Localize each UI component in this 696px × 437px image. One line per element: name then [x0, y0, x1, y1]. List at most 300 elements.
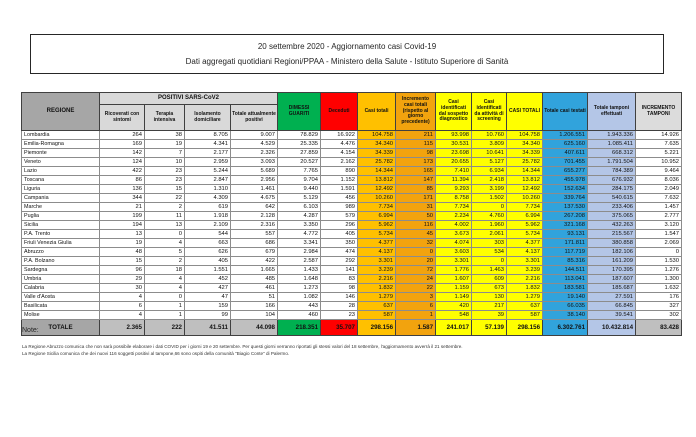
value-cell: 176	[636, 293, 682, 302]
value-cell: 161.209	[588, 257, 636, 266]
value-cell: 185.687	[588, 284, 636, 293]
region-name-cell: Molise	[22, 311, 100, 320]
value-cell: 673	[472, 284, 507, 293]
value-cell: 169	[100, 140, 145, 149]
value-cell: 7.734	[436, 203, 472, 212]
value-cell: 47	[185, 293, 231, 302]
region-name-cell: Piemonte	[22, 149, 100, 158]
value-cell: 1.502	[472, 194, 507, 203]
value-cell: 93.131	[543, 230, 588, 239]
value-cell: 10.760	[472, 131, 507, 140]
region-name-cell: Sicilia	[22, 221, 100, 230]
table-row	[22, 194, 682, 203]
value-cell: 18	[145, 266, 185, 275]
value-cell: 4.309	[185, 194, 231, 203]
header-screening: Casi identificati da attività di screening	[472, 93, 507, 131]
value-cell: 5.962	[507, 221, 543, 230]
value-cell: 1.665	[231, 266, 278, 275]
value-cell: 34.339	[358, 149, 396, 158]
value-cell: 2.049	[636, 185, 682, 194]
value-cell: 350	[321, 239, 358, 248]
value-cell: 13.812	[358, 176, 396, 185]
header-terapia-intensiva: Terapia intensiva	[145, 105, 185, 131]
region-name-cell: Emilia-Romagna	[22, 140, 100, 149]
value-cell: 0	[472, 203, 507, 212]
value-cell: 264	[100, 131, 145, 140]
value-cell: 4.137	[507, 248, 543, 257]
total-value-cell: 222	[145, 320, 185, 336]
header-casi-totali: Casi totali	[358, 93, 396, 131]
value-cell: 989	[321, 203, 358, 212]
value-cell: 422	[231, 257, 278, 266]
value-cell: 2.984	[278, 248, 321, 257]
table-row	[22, 158, 682, 167]
value-cell: 1.206.551	[543, 131, 588, 140]
value-cell: 5	[145, 248, 185, 257]
value-cell: 51	[231, 293, 278, 302]
value-cell: 215.567	[588, 230, 636, 239]
value-cell: 2.234	[436, 212, 472, 221]
value-cell: 1.960	[472, 221, 507, 230]
value-cell: 0	[145, 293, 185, 302]
value-cell: 173	[396, 158, 436, 167]
table-row	[22, 311, 682, 320]
header-regione: REGIONE	[22, 93, 100, 131]
table-row	[22, 257, 682, 266]
value-cell: 2.216	[358, 275, 396, 284]
value-cell: 4.760	[472, 212, 507, 221]
value-cell: 187.607	[588, 275, 636, 284]
value-cell: 1.607	[436, 275, 472, 284]
table-row	[22, 167, 682, 176]
value-cell: 5.127	[472, 158, 507, 167]
value-cell: 668.312	[588, 149, 636, 158]
value-cell: 4.002	[436, 221, 472, 230]
total-label-cell: TOTALE	[22, 320, 100, 336]
value-cell: 292	[321, 257, 358, 266]
value-cell: 452	[185, 275, 231, 284]
value-cell: 3.120	[636, 221, 682, 230]
value-cell: 9.293	[436, 185, 472, 194]
value-cell: 3.301	[358, 257, 396, 266]
value-cell: 485	[231, 275, 278, 284]
value-cell: 2.316	[231, 221, 278, 230]
value-cell: 211	[396, 131, 436, 140]
value-cell: 66.845	[588, 302, 636, 311]
value-cell: 407.611	[543, 149, 588, 158]
value-cell: 296	[321, 221, 358, 230]
value-cell: 98	[321, 284, 358, 293]
header-totale-positivi: Totale attualmente positivi	[231, 105, 278, 131]
value-cell: 344	[100, 194, 145, 203]
value-cell: 2.177	[185, 149, 231, 158]
region-name-cell: Umbria	[22, 275, 100, 284]
value-cell: 1.551	[185, 266, 231, 275]
value-cell: 455.978	[543, 176, 588, 185]
value-cell: 199	[100, 212, 145, 221]
value-cell: 115	[396, 140, 436, 149]
value-cell: 4.772	[278, 230, 321, 239]
value-cell: 5.734	[358, 230, 396, 239]
value-cell: 3.239	[358, 266, 396, 275]
value-cell: 1.279	[358, 293, 396, 302]
value-cell: 34.340	[358, 140, 396, 149]
value-cell: 303	[472, 239, 507, 248]
region-name-cell: Sardegna	[22, 266, 100, 275]
value-cell: 3.093	[231, 158, 278, 167]
value-cell: 587	[507, 311, 543, 320]
value-cell: 146	[321, 293, 358, 302]
value-cell: 39	[472, 311, 507, 320]
value-cell: 98	[396, 149, 436, 158]
region-name-cell: Lazio	[22, 167, 100, 176]
value-cell: 7	[145, 149, 185, 158]
value-cell: 2.109	[185, 221, 231, 230]
header-deceduti: Deceduti	[321, 93, 358, 131]
value-cell: 8.758	[436, 194, 472, 203]
total-value-cell: 298.156	[358, 320, 396, 336]
value-cell: 50	[396, 212, 436, 221]
value-cell: 171	[396, 194, 436, 203]
value-cell: 117.719	[543, 248, 588, 257]
total-value-cell: 35.707	[321, 320, 358, 336]
value-cell: 1.547	[636, 230, 682, 239]
value-cell: 1.591	[321, 185, 358, 194]
value-cell: 1.632	[636, 284, 682, 293]
value-cell: 579	[321, 212, 358, 221]
value-cell: 443	[278, 302, 321, 311]
value-cell: 2	[145, 257, 185, 266]
value-cell: 8.705	[185, 131, 231, 140]
value-cell: 456	[321, 194, 358, 203]
value-cell: 25.335	[278, 140, 321, 149]
total-value-cell: 241.017	[436, 320, 472, 336]
value-cell: 427	[185, 284, 231, 293]
header-tamponi: Totale tamponi effettuati	[588, 93, 636, 131]
value-cell: 13	[145, 221, 185, 230]
value-cell: 22	[145, 194, 185, 203]
value-cell: 171.811	[543, 239, 588, 248]
header-sospetto-diagnostico: Casi identificati dal sospetto diagnostico	[436, 93, 472, 131]
value-cell: 2.069	[636, 239, 682, 248]
value-cell: 405	[185, 257, 231, 266]
value-cell: 66.035	[543, 302, 588, 311]
value-cell: 540.615	[588, 194, 636, 203]
total-value-cell: 44.098	[231, 320, 278, 336]
value-cell: 1	[396, 311, 436, 320]
notes-section	[22, 327, 672, 357]
total-value-cell: 218.351	[278, 320, 321, 336]
value-cell: 5.962	[358, 221, 396, 230]
value-cell: 2.326	[231, 149, 278, 158]
value-cell: 5.734	[507, 230, 543, 239]
value-cell: 10	[145, 158, 185, 167]
value-cell: 19	[100, 239, 145, 248]
table-row	[22, 221, 682, 230]
value-cell: 4	[145, 284, 185, 293]
value-cell: 2.959	[185, 158, 231, 167]
value-cell: 534	[472, 248, 507, 257]
value-cell: 141	[321, 266, 358, 275]
value-cell: 170.395	[588, 266, 636, 275]
value-cell: 4.287	[278, 212, 321, 221]
value-cell: 4	[100, 311, 145, 320]
value-cell: 9.704	[278, 176, 321, 185]
value-cell: 544	[185, 230, 231, 239]
table-row	[22, 302, 682, 311]
value-cell: 15	[100, 257, 145, 266]
value-cell: 14.926	[636, 131, 682, 140]
value-cell: 3.199	[472, 185, 507, 194]
value-cell: 784.389	[588, 167, 636, 176]
value-cell: 27.859	[278, 149, 321, 158]
value-cell: 1.832	[507, 284, 543, 293]
value-cell: 2.777	[636, 212, 682, 221]
value-cell: 104	[231, 311, 278, 320]
table-row	[22, 275, 682, 284]
value-cell: 6	[100, 302, 145, 311]
value-cell: 28	[321, 302, 358, 311]
value-cell: 194	[100, 221, 145, 230]
value-cell: 104.758	[507, 131, 543, 140]
value-cell: 144.511	[543, 266, 588, 275]
value-cell: 3.301	[436, 257, 472, 266]
value-cell: 1	[145, 311, 185, 320]
value-cell: 405	[321, 230, 358, 239]
value-cell: 7.765	[278, 167, 321, 176]
value-cell: 1.159	[436, 284, 472, 293]
value-cell: 20	[396, 257, 436, 266]
value-cell: 4.377	[358, 239, 396, 248]
value-cell: 642	[231, 203, 278, 212]
value-cell: 637	[358, 302, 396, 311]
value-cell: 72	[396, 266, 436, 275]
value-cell: 10.641	[472, 149, 507, 158]
value-cell: 619	[185, 203, 231, 212]
value-cell: 7.734	[507, 203, 543, 212]
total-value-cell: 83.428	[636, 320, 682, 336]
value-cell: 30	[100, 284, 145, 293]
value-cell: 1.276	[636, 266, 682, 275]
table-row	[22, 266, 682, 275]
table-row	[22, 284, 682, 293]
region-name-cell: P.A. Trento	[22, 230, 100, 239]
value-cell: 1.463	[472, 266, 507, 275]
header-casi-testati: Totale casi testati	[543, 93, 588, 131]
value-cell: 23	[145, 176, 185, 185]
value-cell: 655.277	[543, 167, 588, 176]
value-cell: 3.350	[278, 221, 321, 230]
value-cell: 9.464	[636, 167, 682, 176]
value-cell: 217	[472, 302, 507, 311]
value-cell: 8.036	[636, 176, 682, 185]
value-cell: 85	[396, 185, 436, 194]
value-cell: 4.074	[436, 239, 472, 248]
value-cell: 1.300	[636, 275, 682, 284]
value-cell: 142	[100, 149, 145, 158]
value-cell: 327	[636, 302, 682, 311]
value-cell: 1.082	[278, 293, 321, 302]
value-cell: 23	[321, 311, 358, 320]
bulletin-subtitle: Dati aggregati quotidiani Regioni/PPAA - Ministero della Salute - Istituto Superiore di Sanità	[185, 57, 509, 67]
value-cell: 2.162	[321, 158, 358, 167]
note-sicilia: La Regione Sicilia comunica che dei nuovi 116 soggetti positivi al tampone,66 sono ospiti della comunità "Biagio Conte" di Palermo.	[22, 351, 290, 356]
value-cell: 5.129	[278, 194, 321, 203]
value-cell: 3.239	[507, 266, 543, 275]
value-cell: 626	[185, 248, 231, 257]
value-cell: 19	[145, 140, 185, 149]
value-cell: 1.776	[436, 266, 472, 275]
value-cell: 4	[145, 239, 185, 248]
table-body	[22, 131, 682, 336]
region-name-cell: Toscana	[22, 176, 100, 185]
value-cell: 339.764	[543, 194, 588, 203]
value-cell: 38	[145, 131, 185, 140]
total-value-cell: 6.302.761	[543, 320, 588, 336]
value-cell: 4	[145, 275, 185, 284]
value-cell: 375.065	[588, 212, 636, 221]
note-abruzzo: La Regione Abruzzo comunica che non sarà possibile elaborare i dati COVID per i giorni 19 e 20 settembre. Per questi giorni verranno riportati gli stessi valori del 18 settembre, l'aggiornamento avverrà il 21 settembre.	[22, 344, 463, 349]
value-cell: 2.128	[231, 212, 278, 221]
value-cell: 4.377	[507, 239, 543, 248]
table-row	[22, 203, 682, 212]
value-cell: 21	[100, 203, 145, 212]
value-cell: 890	[321, 167, 358, 176]
header-ricoverati: Ricoverati con sintomi	[100, 105, 145, 131]
header-incremento-tamponi: INCREMENTO TAMPONI	[636, 93, 682, 131]
value-cell: 13	[100, 230, 145, 239]
region-name-cell: Friuli Venezia Giulia	[22, 239, 100, 248]
value-cell: 7.734	[358, 203, 396, 212]
value-cell: 609	[472, 275, 507, 284]
value-cell: 20.655	[436, 158, 472, 167]
region-name-cell: Basilicata	[22, 302, 100, 311]
value-cell: 165	[396, 167, 436, 176]
value-cell: 0	[145, 230, 185, 239]
value-cell: 7.410	[436, 167, 472, 176]
value-cell: 23	[145, 167, 185, 176]
value-cell: 432.263	[588, 221, 636, 230]
value-cell: 2.418	[472, 176, 507, 185]
value-cell: 3.301	[507, 257, 543, 266]
value-cell: 7.632	[636, 194, 682, 203]
value-cell: 1.918	[185, 212, 231, 221]
value-cell: 1.530	[636, 257, 682, 266]
value-cell: 284.175	[588, 185, 636, 194]
table-row	[22, 230, 682, 239]
value-cell: 25.782	[358, 158, 396, 167]
value-cell: 130	[472, 293, 507, 302]
value-cell: 1.310	[185, 185, 231, 194]
value-cell: 4.675	[231, 194, 278, 203]
value-cell: 31	[396, 203, 436, 212]
value-cell: 113.041	[543, 275, 588, 284]
value-cell: 10.952	[636, 158, 682, 167]
header-incremento-casi: Incremento casi totali (rispetto al giorno precedente)	[396, 93, 436, 131]
value-cell: 34.340	[507, 140, 543, 149]
title-box	[30, 34, 664, 74]
value-cell: 12.492	[358, 185, 396, 194]
value-cell: 20.527	[278, 158, 321, 167]
bulletin-title: 20 settembre 2020 - Aggiornamento casi Covid-19	[257, 41, 437, 51]
value-cell: 587	[358, 311, 396, 320]
value-cell: 1.273	[278, 284, 321, 293]
value-cell: 32	[396, 239, 436, 248]
value-cell: 14.344	[358, 167, 396, 176]
value-cell: 27.591	[588, 293, 636, 302]
value-cell: 25.782	[507, 158, 543, 167]
value-cell: 548	[436, 311, 472, 320]
value-cell: 137.530	[543, 203, 588, 212]
value-cell: 321.168	[543, 221, 588, 230]
value-cell: 0	[636, 248, 682, 257]
value-cell: 1.791.504	[588, 158, 636, 167]
value-cell: 422	[100, 167, 145, 176]
value-cell: 159	[185, 302, 231, 311]
value-cell: 85.316	[543, 257, 588, 266]
value-cell: 474	[321, 248, 358, 257]
total-value-cell: 41.511	[185, 320, 231, 336]
value-cell: 2.061	[472, 230, 507, 239]
value-cell: 1.943.336	[588, 131, 636, 140]
table-row	[22, 176, 682, 185]
value-cell: 124	[100, 158, 145, 167]
value-cell: 10.260	[507, 194, 543, 203]
value-cell: 4.154	[321, 149, 358, 158]
value-cell: 625.160	[543, 140, 588, 149]
value-cell: 99	[185, 311, 231, 320]
value-cell: 557	[231, 230, 278, 239]
total-value-cell: 10.432.814	[588, 320, 636, 336]
value-cell: 86	[100, 176, 145, 185]
value-cell: 1.085.411	[588, 140, 636, 149]
value-cell: 6.103	[278, 203, 321, 212]
value-cell: 4.476	[321, 140, 358, 149]
value-cell: 6	[396, 302, 436, 311]
value-cell: 1.433	[278, 266, 321, 275]
header-isolamento: Isolamento domiciliare	[185, 105, 231, 131]
value-cell: 3	[396, 293, 436, 302]
value-cell: 2.956	[231, 176, 278, 185]
value-cell: 23.698	[436, 149, 472, 158]
value-cell: 30.531	[436, 140, 472, 149]
value-cell: 1.457	[636, 203, 682, 212]
value-cell: 1.279	[507, 293, 543, 302]
value-cell: 116	[396, 221, 436, 230]
value-cell: 4.341	[185, 140, 231, 149]
table-row	[22, 293, 682, 302]
value-cell: 29	[100, 275, 145, 284]
value-cell: 1	[145, 302, 185, 311]
value-cell: 1.152	[321, 176, 358, 185]
value-cell: 45	[396, 230, 436, 239]
value-cell: 1.832	[358, 284, 396, 293]
covid-data-table	[21, 92, 682, 336]
value-cell: 78.829	[278, 131, 321, 140]
table-row	[22, 185, 682, 194]
value-cell: 5.689	[231, 167, 278, 176]
value-cell: 19.140	[543, 293, 588, 302]
value-cell: 267.208	[543, 212, 588, 221]
value-cell: 16.922	[321, 131, 358, 140]
value-cell: 13.812	[507, 176, 543, 185]
table-row	[22, 239, 682, 248]
region-name-cell: Valle d'Aosta	[22, 293, 100, 302]
header-positivi-group: POSITIVI SARS-CoV2	[100, 93, 278, 105]
value-cell: 2.216	[507, 275, 543, 284]
total-value-cell: 2.365	[100, 320, 145, 336]
value-cell: 14.344	[507, 167, 543, 176]
